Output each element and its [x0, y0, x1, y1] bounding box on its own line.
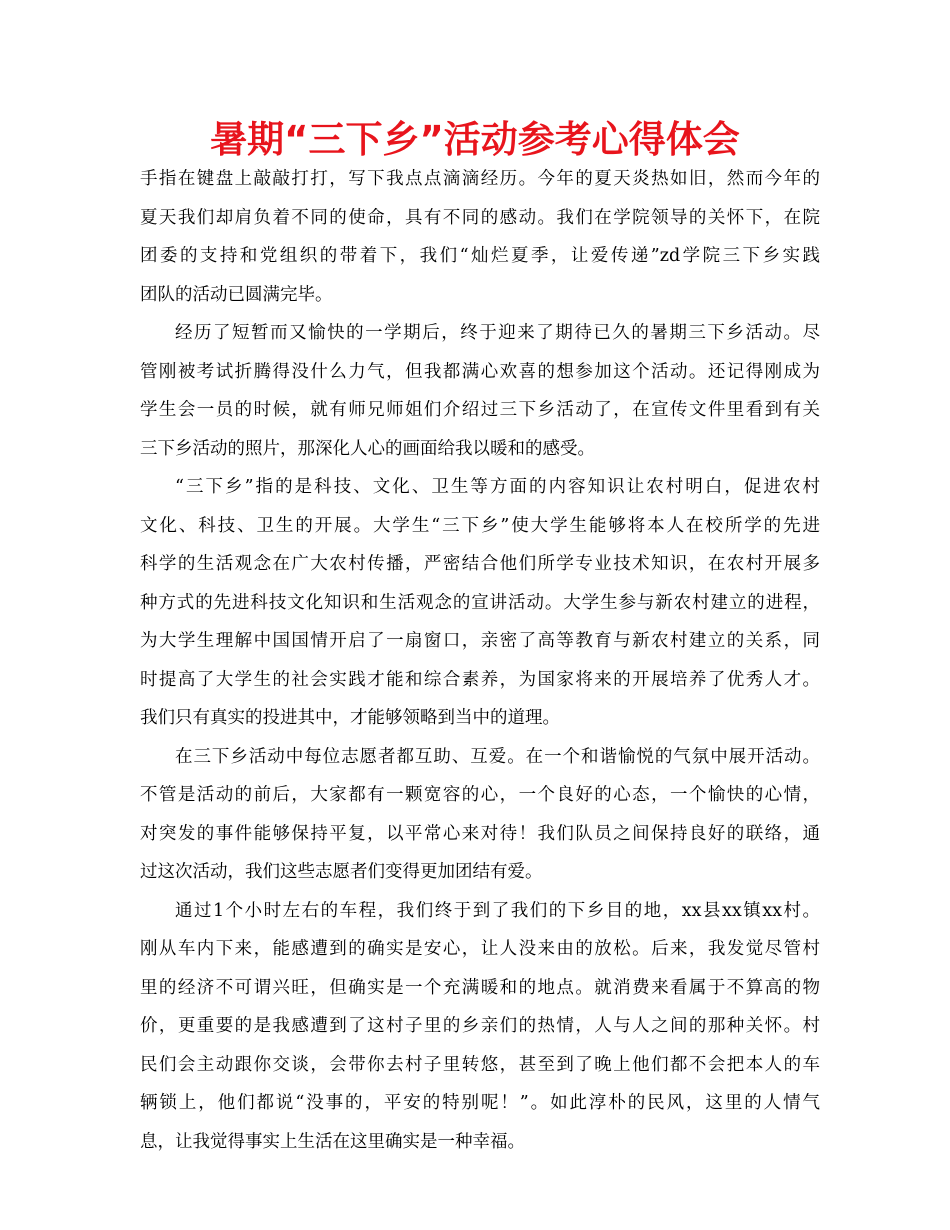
paragraph-line: 价，更重要的是我感遭到了这村子里的乡亲们的热情，人与人之间的那种关怀。村	[140, 1016, 820, 1036]
paragraph-line: 夏天我们却肩负着不同的使命，具有不同的感动。我们在学院领导的关怀下，在院	[140, 207, 820, 228]
paragraph-line: 文化、科技、卫生的开展。大学生“三下乡”使大学生能够将本人在校所学的先进	[140, 515, 820, 536]
paragraph-line: 手指在键盘上敲敲打打，写下我点点滴滴经历。今年的夏天炎热如旧，然而今年的	[140, 169, 820, 189]
paragraph-line: 时提高了大学生的社会实践才能和综合素养，为国家将来的开展培养了优秀人才。	[140, 669, 820, 690]
paragraph-line: 经历了短暂而又愉快的一学期后，终于迎来了期待已久的暑期三下乡活动。尽	[175, 323, 820, 343]
paragraph-line: 刚从车内下来，能感遭到的确实是安心，让人没来由的放松。后来，我发觉尽管村	[140, 939, 820, 959]
paragraph	[140, 744, 820, 898]
paragraph-line: 科学的生活观念在广大农村传播，严密结合他们所学专业技术知识，在农村开展多	[140, 554, 820, 574]
paragraph-line: 团队的活动已圆满完毕。	[140, 284, 333, 305]
paragraph	[140, 320, 820, 474]
paragraph	[140, 474, 820, 744]
paragraph	[140, 166, 820, 320]
paragraph-line: 在三下乡活动中每位志愿者都互助、互爱。在一个和谐愉悦的气氛中展开活动。	[175, 746, 820, 767]
paragraph-line: 我们只有真实的投进其中，才能够领略到当中的道理。	[140, 708, 560, 728]
paragraph-line: 辆锁上，他们都说“没事的，平安的特别呢！”。如此淳朴的民风，这里的人情气	[140, 1093, 820, 1113]
paragraph-line: 民们会主动跟你交谈，会带你去村子里转悠，甚至到了晚上他们都不会把本人的车	[140, 1054, 820, 1075]
paragraph-line: 种方式的先进科技文化知识和生活观念的宣讲活动。大学生参与新农村建立的进程，	[140, 592, 820, 613]
paragraph-line: 学生会一员的时候，就有师兄师姐们介绍过三下乡活动了，在宣传文件里看到有关	[140, 400, 820, 420]
paragraph-line: 不管是活动的前后，大家都有一颗宽容的心，一个良好的心态，一个愉快的心情，	[140, 785, 820, 805]
paragraph-line: “三下乡”指的是科技、文化、卫生等方面的内容知识让农村明白，促进农村	[175, 477, 820, 497]
document-body	[140, 166, 820, 1167]
paragraph-line: 对突发的事件能够保持平复，以平常心来对待！我们队员之间保持良好的联络，通	[140, 823, 820, 844]
paragraph-line: 通过1个小时左右的车程，我们终于到了我们的下乡目的地，xx县xx镇xx村。	[175, 900, 820, 921]
paragraph	[140, 898, 820, 1168]
paragraph-line: 三下乡活动的照片，那深化人心的画面给我以暖和的感受。	[140, 438, 595, 459]
paragraph-line: 团委的支持和党组织的带着下，我们“灿烂夏季，让爱传递”zd学院三下乡实践	[140, 246, 820, 266]
paragraph-line: 过这次活动，我们这些志愿者们变得更加团结有爱。	[140, 862, 543, 882]
document-title: 暑期“三下乡”活动参考心得体会	[210, 118, 740, 161]
paragraph-line: 息，让我觉得事实上生活在这里确实是一种幸福。	[140, 1131, 525, 1152]
paragraph-line: 管刚被考试折腾得没什么力气，但我都满心欢喜的想参加这个活动。还记得刚成为	[140, 361, 820, 382]
paragraph-line: 为大学生理解中国国情开启了一扇窗口，亲密了高等教育与新农村建立的关系，同	[140, 631, 820, 651]
paragraph-line: 里的经济不可谓兴旺，但确实是一个充满暖和的地点。就消费来看属于不算高的物	[140, 977, 820, 998]
